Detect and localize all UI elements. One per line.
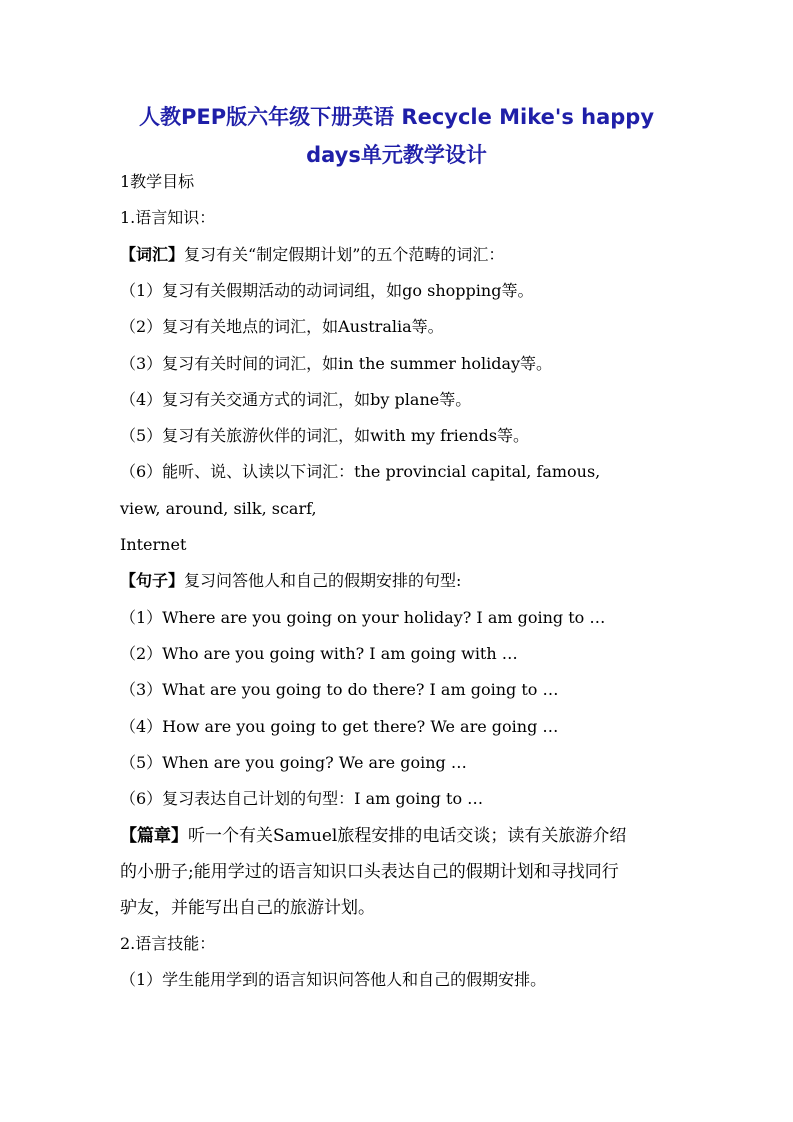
sentence-paragraph bbox=[120, 571, 461, 591]
vocabulary-intro: 复习有关“制定假期计划”的五个范畴的词汇： bbox=[184, 245, 505, 264]
vocabulary-item-6: （6）能听、说、认读以下词汇：the provincial capital, famous, bbox=[120, 462, 601, 481]
vocabulary-item-6-continued: view, around, silk, scarf, bbox=[120, 499, 317, 518]
vocabulary-item-1: （1）复习有关假期活动的动词词组，如go shopping等。 bbox=[120, 281, 534, 300]
sentence-item-5: （5）When are you going? We are going … bbox=[120, 753, 467, 772]
passage-paragraph-line-1 bbox=[120, 826, 626, 846]
passage-paragraph-line-2: 的小册子;能用学过的语言知识口头表达自己的假期计划和寻找同行 bbox=[120, 862, 619, 882]
sentence-intro: 复习问答他人和自己的假期安排的句型: bbox=[184, 571, 462, 590]
sentence-item-6: （6）复习表达自己计划的句型：I am going to … bbox=[120, 789, 484, 808]
document-title-line-1: 人教PEP版六年级下册英语 Recycle Mike's happy bbox=[138, 105, 655, 129]
vocabulary-item-3: （3）复习有关时间的词汇，如in the summer holiday等。 bbox=[120, 354, 553, 373]
sentence-item-1: （1）Where are you going on your holiday? I am going to … bbox=[120, 608, 606, 627]
vocabulary-tag: 【词汇】 bbox=[120, 245, 185, 264]
subsection-heading-language-skills: 2.语言技能： bbox=[120, 934, 216, 953]
sentence-item-3: （3）What are you going to do there? I am going to … bbox=[120, 680, 559, 699]
passage-paragraph-line-3: 驴友，并能写出自己的旅游计划。 bbox=[120, 898, 375, 918]
vocabulary-item-4: （4）复习有关交通方式的词汇，如by plane等。 bbox=[120, 390, 472, 409]
subsection-heading-language-knowledge: 1.语言知识： bbox=[120, 208, 216, 227]
passage-text-1: 听一个有关Samuel旅程安排的电话交谈；读有关旅游介绍 bbox=[188, 826, 627, 846]
vocabulary-item-2: （2）复习有关地点的词汇，如Australia等。 bbox=[120, 317, 444, 336]
sentence-item-4: （4）How are you going to get there? We are going … bbox=[120, 717, 559, 736]
sentence-item-2: （2）Who are you going with? I am going with … bbox=[120, 644, 518, 663]
skills-item-1: （1）学生能用学到的语言知识问答他人和自己的假期安排。 bbox=[120, 970, 547, 989]
vocabulary-item-5: （5）复习有关旅游伙伴的词汇，如with my friends等。 bbox=[120, 426, 530, 445]
vocabulary-paragraph bbox=[120, 245, 504, 265]
sentence-tag: 【句子】 bbox=[120, 571, 185, 590]
vocabulary-item-6-internet: Internet bbox=[120, 535, 187, 554]
passage-tag: 【篇章】 bbox=[120, 826, 188, 846]
document-title-line-2: days单元教学设计 bbox=[306, 143, 487, 167]
section-heading-objectives: 1教学目标 bbox=[120, 172, 195, 191]
